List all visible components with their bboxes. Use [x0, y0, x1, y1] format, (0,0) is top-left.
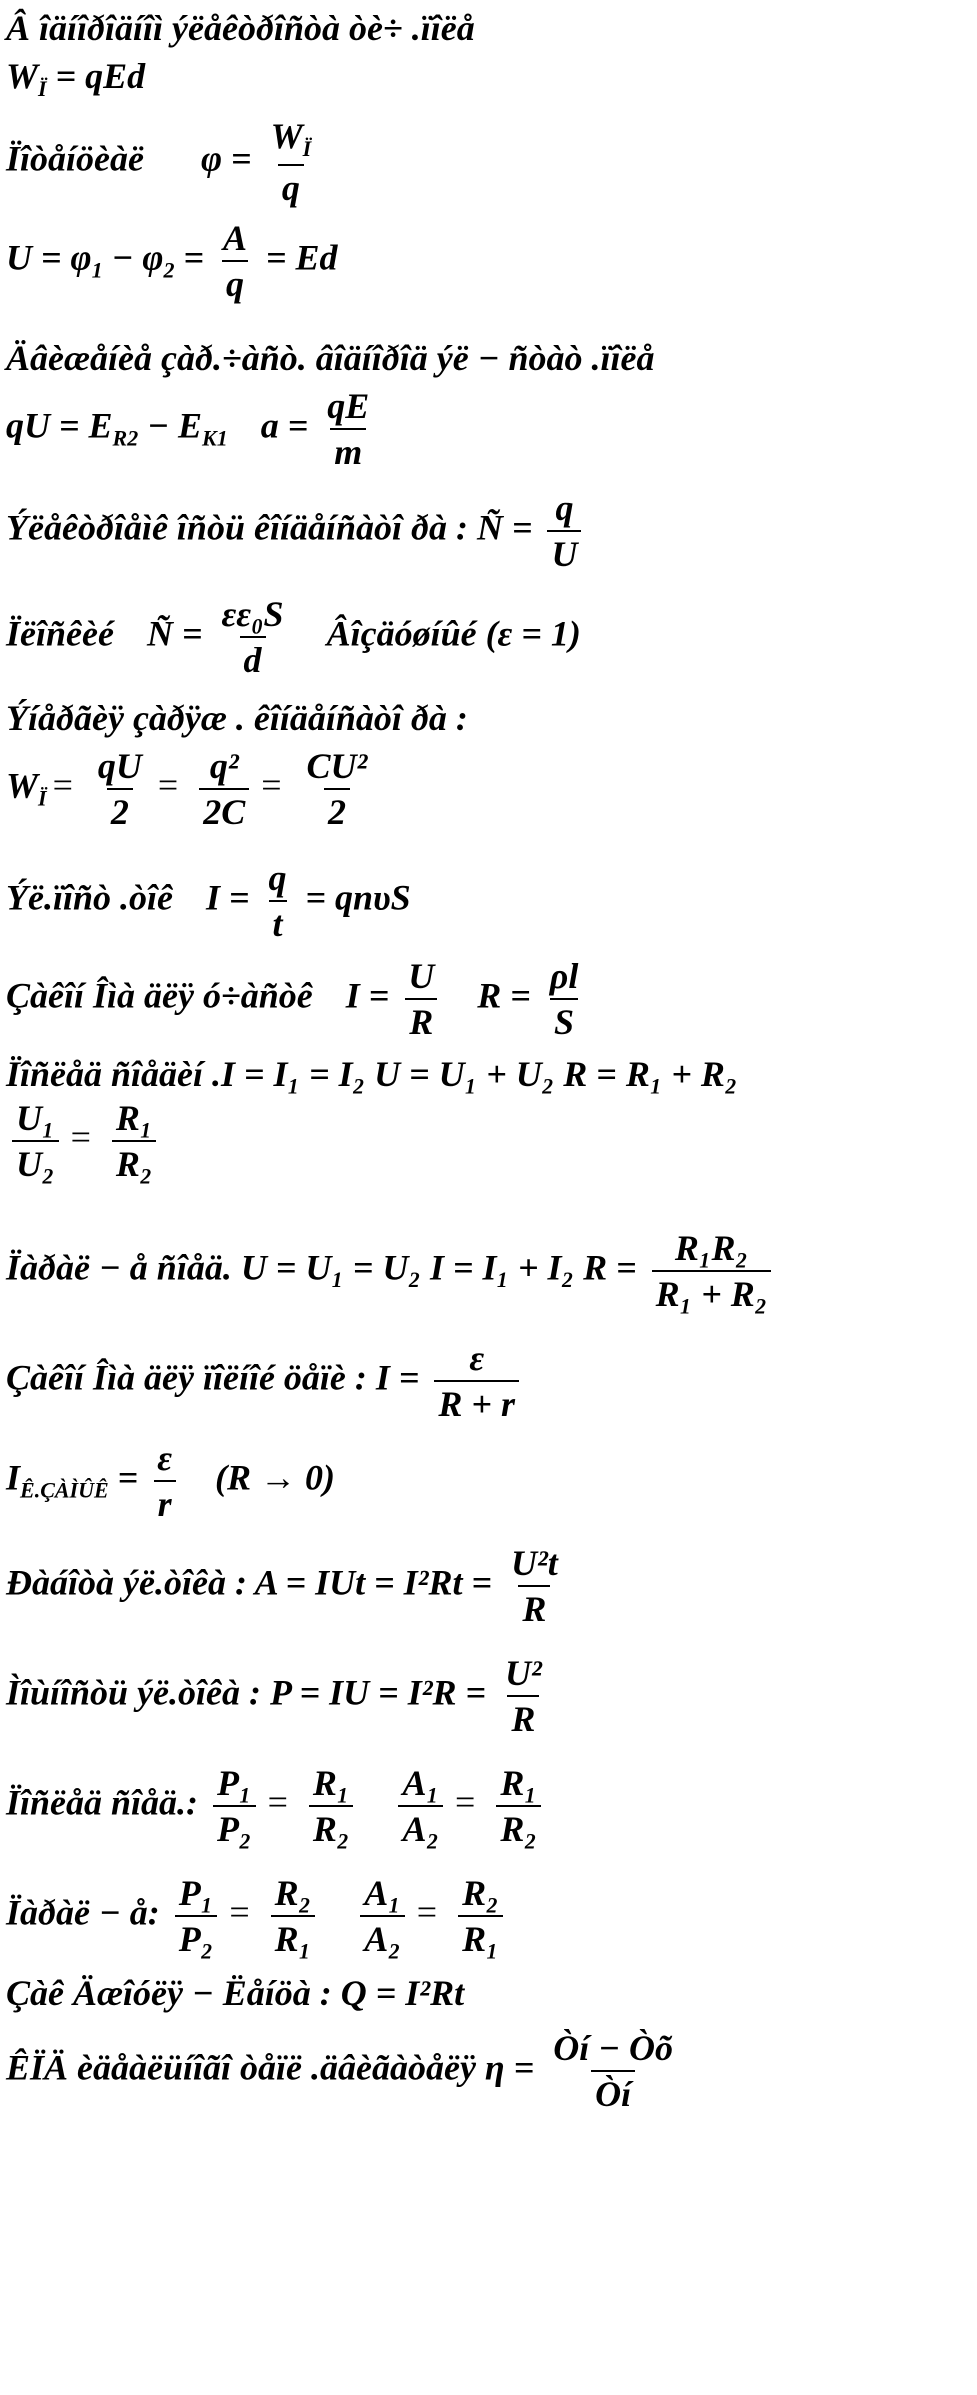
- formula-parallel: [6, 1230, 777, 1312]
- expr-a: U = φ: [6, 237, 92, 278]
- fraction-2: [309, 1765, 354, 1847]
- note: Âîçäóøíûé (ε = 1): [326, 613, 581, 654]
- denominator: m: [330, 428, 366, 470]
- fraction-2: [112, 1100, 157, 1182]
- denominator: r: [154, 1480, 176, 1522]
- label: Çàêîí Îìà äëÿ ó÷àñòê: [6, 975, 313, 1016]
- numerator: qU: [97, 746, 142, 786]
- lhs: I =: [205, 877, 250, 918]
- subscript: Ï: [38, 785, 47, 811]
- fraction-2: [271, 1875, 316, 1957]
- numerator: R₁: [500, 1763, 537, 1803]
- numerator: U²: [505, 1653, 542, 1693]
- denominator: q: [278, 164, 304, 206]
- denominator: R: [405, 998, 437, 1040]
- expr-a: qU = E: [6, 405, 113, 446]
- fraction-2: [546, 958, 583, 1040]
- formula-series-power-ratio: Ïîñëåä ñîåä.: $\frac{\text{P₁}}{\text{P₂}}$ = $\frac{\text{R₁}}{\text{R₂}}$ $\frac{\text{A₁}}{\text{A₂}}$ = $\frac{\text{R₁}}{\text{R₂}}$: [6, 1765, 547, 1847]
- label: ÊÏÄ èäåàëüíîãî òåïë .äâèãàòåëÿ η =: [6, 2047, 535, 2088]
- fraction-4: [458, 1875, 503, 1957]
- fraction-1: [94, 748, 146, 830]
- label: Ïàðàë − å:: [6, 1892, 160, 1933]
- fraction-2: [199, 748, 249, 830]
- denominator: P₂: [175, 1915, 218, 1957]
- numerator: R₁R₂: [674, 1228, 749, 1268]
- denominator: R₂: [309, 1805, 354, 1847]
- numerator: q: [268, 858, 287, 898]
- numerator: ε: [157, 1438, 172, 1478]
- label: Ïîòåíöèàë: [6, 138, 144, 179]
- numerator: q: [555, 488, 574, 528]
- fraction-1: [175, 1875, 218, 1957]
- heading-capacitor-energy: Ýíåðãèÿ çàðÿæ . êîíäåíñàòî ðà :: [6, 698, 468, 738]
- fraction-3: [360, 1875, 405, 1957]
- formula-series: Ïîñëåä ñîåäèí .I = I₁ = I₂ U = U₁ + U₂ R = R₁ + R₂: [6, 1054, 738, 1094]
- fraction: [219, 220, 251, 302]
- equals: =: [174, 237, 204, 278]
- numerator: P₁: [217, 1763, 252, 1803]
- label: Ïîñëåä ñîåä.:: [6, 1782, 199, 1823]
- numerator: εε₀S: [221, 594, 284, 634]
- numerator: R₁: [115, 1098, 153, 1138]
- denominator: A₂: [360, 1915, 405, 1957]
- numerator: Òí − Òõ: [553, 2028, 674, 2068]
- numerator: CU²: [306, 746, 368, 786]
- denominator: P₂: [213, 1805, 256, 1847]
- formula-voltage: [6, 220, 338, 302]
- denominator: 2C: [199, 788, 249, 830]
- lhs: φ =: [200, 138, 252, 179]
- equals: =: [108, 1457, 139, 1498]
- numerator: W: [270, 116, 303, 156]
- formula-ohm-full-circuit: [6, 1340, 525, 1422]
- formula-capacitance: [6, 490, 587, 572]
- denominator: R₂: [112, 1140, 157, 1182]
- fraction-4: [496, 1765, 541, 1847]
- denominator: U: [547, 530, 581, 572]
- formula-work-current: [6, 1545, 568, 1627]
- formula-ohm-segment: [6, 958, 588, 1040]
- fraction-1: [213, 1765, 256, 1847]
- numerator: A: [222, 218, 247, 258]
- fraction-1: [12, 1100, 59, 1182]
- lhs: Ñ =: [146, 613, 203, 654]
- formula-parallel-power-ratio: Ïàðàë − å: $\frac{\text{P₁}}{\text{P₂}}$ = $\frac{\text{R₂}}{\text{R₁}}$ $\frac{\text{A₁}}{\text{A₂}}$ = $\frac{\text{R₂}}{\text{R₁}}$: [6, 1875, 509, 1957]
- label: Ïàðàë − å ñîåä. U = U₁ = U₂ I = I₁ + I₂ R =: [6, 1247, 637, 1288]
- fraction-3: [303, 748, 372, 830]
- denominator: R₁: [271, 1915, 316, 1957]
- heading-uniform-field: Â îäíîðîäíîì ýëåêòðîñòà òè÷ .ïîëå: [6, 8, 475, 48]
- denominator: U₂: [12, 1140, 59, 1182]
- denominator: R₂: [496, 1805, 541, 1847]
- fraction: [501, 1655, 546, 1737]
- numerator: ρl: [549, 956, 579, 996]
- denominator: q: [222, 260, 248, 302]
- denominator: t: [269, 900, 287, 942]
- denominator: S: [550, 998, 578, 1040]
- formula-series-ratio: $\frac{\text{U₁}}{\text{U₂}}$ = $\frac{\text{R₁}}{\text{R₂}}$: [6, 1100, 162, 1182]
- numerator-subscript: Ï: [302, 136, 312, 162]
- lhs: I =: [345, 975, 390, 1016]
- denominator: Òí: [591, 2070, 635, 2112]
- subscript: Ê.ÇÀÌÛÊ: [20, 1477, 109, 1503]
- heading-charge-motion: Äâèæåíèå çàð.÷àñò. âîäíîðîä ýë − ñòàò .ïîëå: [6, 338, 655, 378]
- label: Çàêîí Îìà äëÿ ïîëíîé öåïè : I =: [6, 1357, 420, 1398]
- expression: = qEd: [46, 56, 146, 96]
- numerator: qE: [327, 386, 370, 426]
- denominator: A₂: [398, 1805, 443, 1847]
- symbol: I: [6, 1457, 21, 1498]
- fraction: [547, 490, 581, 572]
- fraction: [652, 1230, 772, 1312]
- note: (R → 0): [214, 1457, 335, 1498]
- expr-c: = Ed: [265, 237, 338, 278]
- label: Ìîùíîñòü ýë.òîêà : P = IU = I²R =: [6, 1672, 487, 1713]
- sub-1: R2: [112, 425, 139, 451]
- formula-power: [6, 1655, 552, 1737]
- symbol: W: [6, 56, 39, 96]
- sub-2: 2: [163, 257, 175, 283]
- label: Ïëîñêèé: [6, 613, 114, 654]
- fraction-3: [398, 1765, 443, 1847]
- numerator: U: [408, 956, 435, 996]
- denominator: d: [240, 636, 266, 678]
- symbol: W: [6, 765, 39, 806]
- fraction: [267, 116, 316, 209]
- label: Ýëåêòðîåìê îñòü êîíäåíñàòî ðà : Ñ =: [6, 507, 533, 548]
- numerator: R₁: [312, 1763, 350, 1803]
- fraction: [217, 596, 287, 678]
- formula-potential-energy: [6, 58, 145, 100]
- lhs-2: R =: [477, 975, 531, 1016]
- fraction: [153, 1440, 176, 1522]
- denominator: R + r: [434, 1380, 519, 1422]
- denominator: 2: [324, 788, 350, 830]
- formula-efficiency: [6, 2030, 683, 2112]
- fraction-1: [404, 958, 438, 1040]
- formula-work-acceleration: [6, 388, 379, 470]
- formula-short-circuit: [6, 1440, 335, 1522]
- lhs: a =: [260, 405, 309, 446]
- numerator: A₁: [364, 1873, 401, 1913]
- label: Ðàáîòà ýë.òîêà : A = IUt = I²Rt =: [6, 1562, 492, 1603]
- numerator: U₁: [16, 1098, 55, 1138]
- denominator: R: [518, 1585, 550, 1627]
- fraction: [265, 860, 291, 942]
- formula-flat-capacitor: [6, 596, 581, 678]
- formula-current: [6, 860, 411, 942]
- label: Ýë.ïîñò .òîê: [6, 877, 173, 918]
- numerator: U²t: [510, 1543, 558, 1583]
- fraction: [434, 1340, 519, 1422]
- numerator: R₂: [462, 1873, 499, 1913]
- formula-joule-lenz: Çàê Äæîóëÿ − Ëåíöà : Q = I²Rt: [6, 1973, 465, 2013]
- denominator: R₁ + R₂: [652, 1270, 772, 1312]
- denominator: 2: [107, 788, 133, 830]
- numerator: P₁: [178, 1873, 214, 1913]
- fraction: [323, 388, 373, 470]
- formula-capacitor-energy: $W_Ï$ = $\frac{qU}{2}$ = $\frac{\text{q²}}{2C}$ = $\frac{\text{CU²}}{2}$: [6, 748, 377, 830]
- numerator: R₂: [274, 1873, 312, 1913]
- expr-b: − E: [138, 405, 203, 446]
- expr: = qnυS: [305, 877, 411, 918]
- fraction: [549, 2030, 677, 2112]
- numerator: A₁: [402, 1763, 440, 1803]
- subscript: Ï: [38, 76, 47, 102]
- formula-potential: [6, 116, 321, 209]
- expr-b: − φ: [102, 237, 164, 278]
- fraction: [507, 1545, 562, 1627]
- numerator: ε: [469, 1338, 485, 1378]
- numerator: q²: [209, 746, 239, 786]
- denominator: R₁: [458, 1915, 503, 1957]
- sub-2: K1: [202, 425, 228, 451]
- denominator: R: [507, 1695, 539, 1737]
- sub-1: 1: [91, 257, 103, 283]
